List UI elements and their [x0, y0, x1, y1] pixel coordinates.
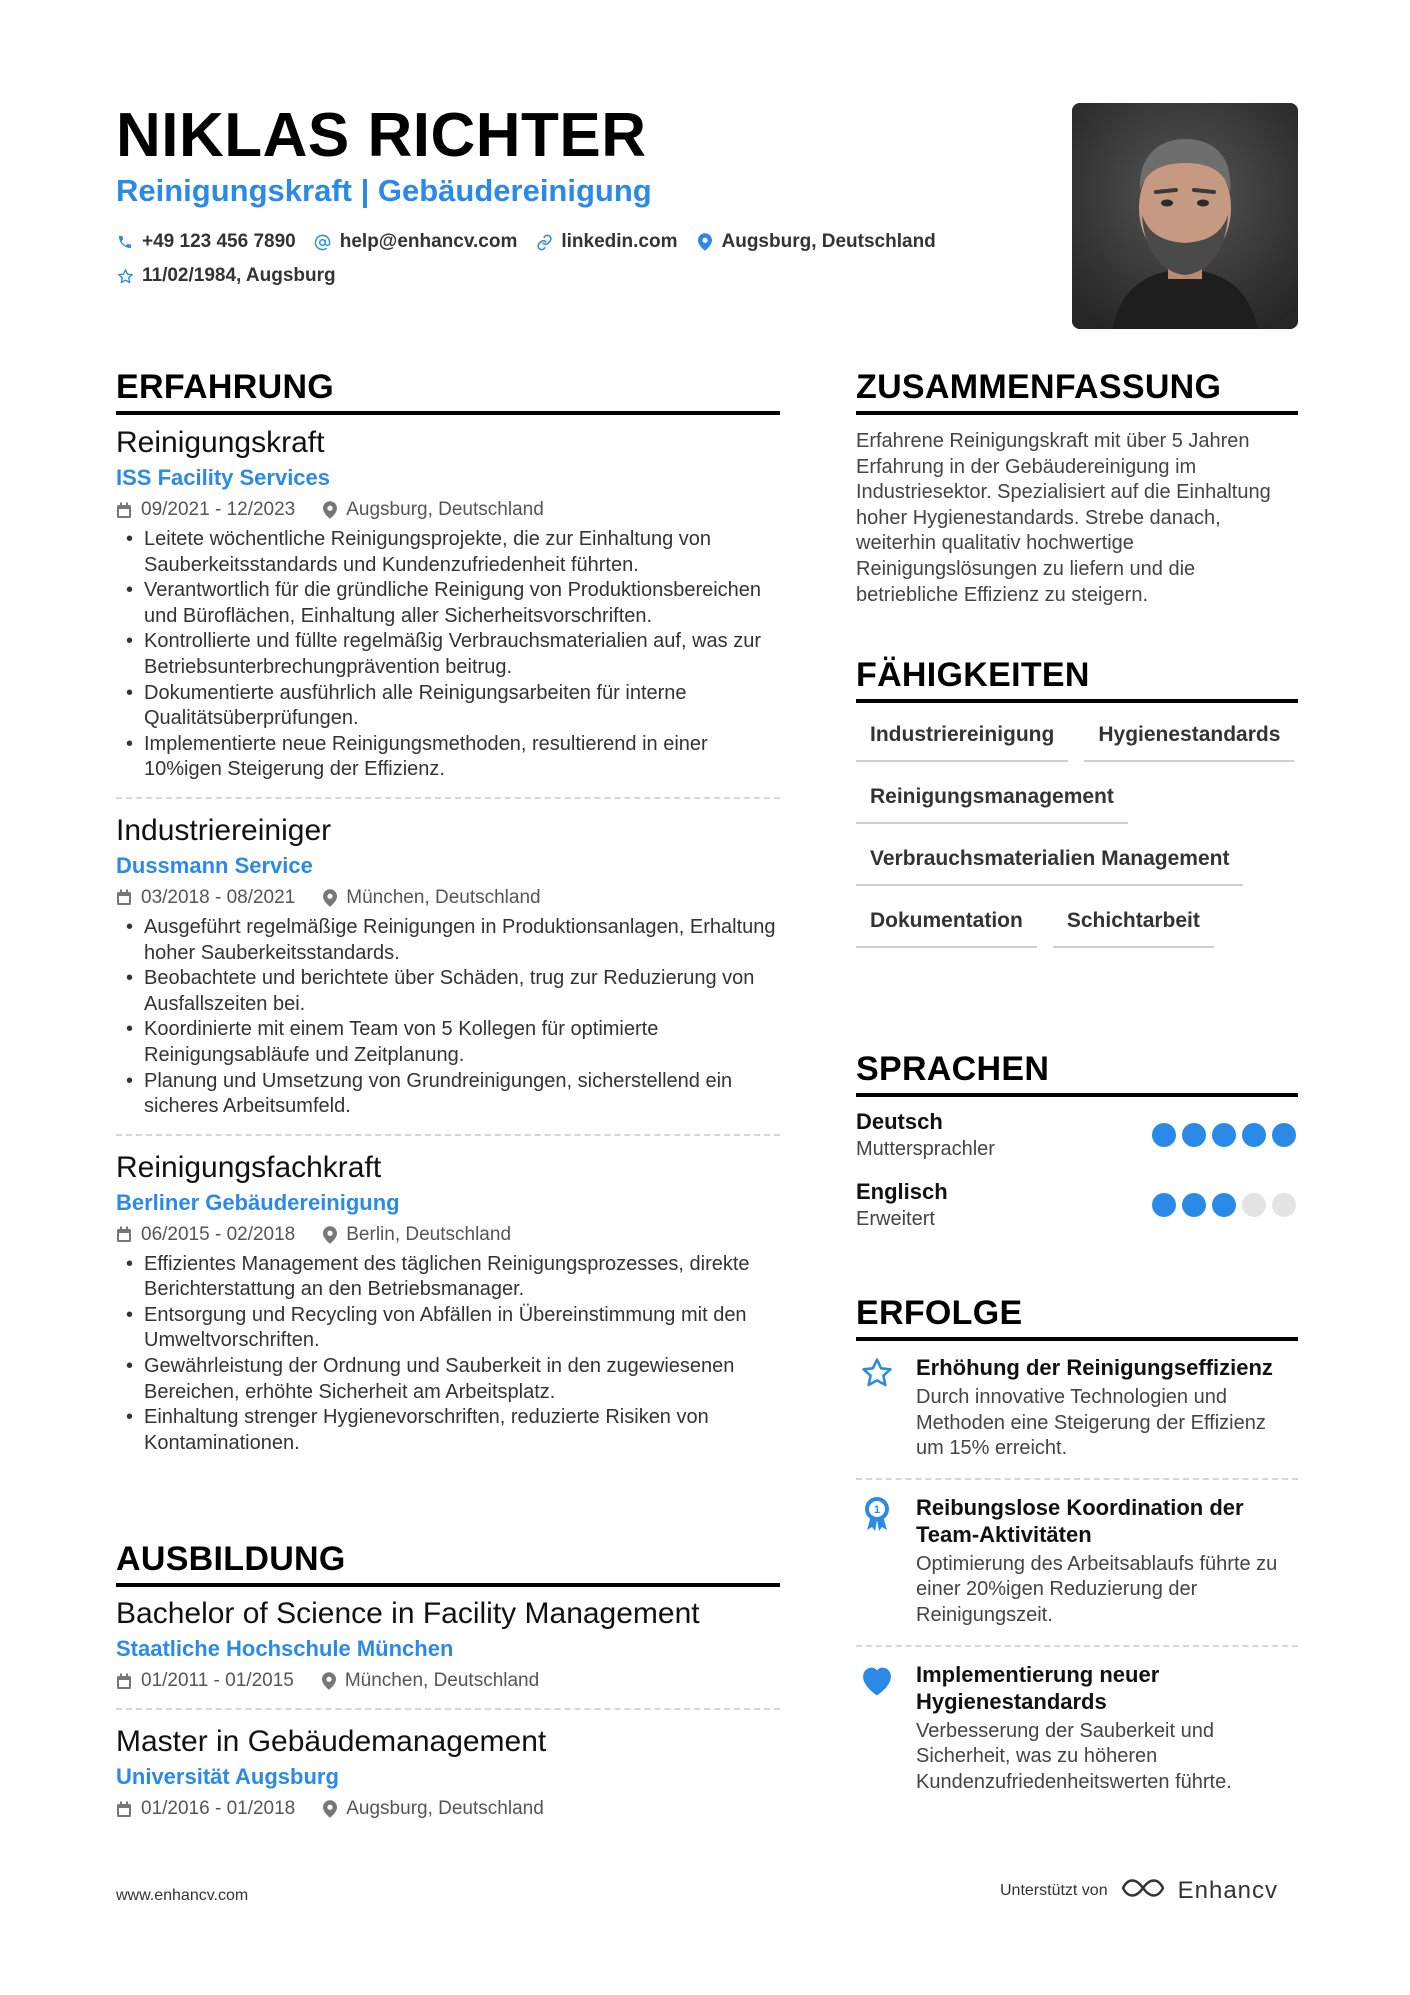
date-range-text: 09/2021 - 12/2023 [141, 499, 296, 520]
calendar-icon [116, 502, 132, 519]
phone-icon [116, 233, 134, 251]
skill-tag: Dokumentation [856, 900, 1037, 948]
experience-entry [116, 797, 780, 1134]
date-range-text: 03/2018 - 08/2021 [141, 886, 296, 908]
heart-icon [856, 1661, 898, 1796]
job-bullets [116, 1252, 780, 1457]
map-pin-icon [323, 889, 337, 907]
job-title: Reinigungskraft [116, 426, 325, 459]
job-meta [116, 1222, 780, 1248]
education-meta [116, 1668, 780, 1694]
phone-text: +49 123 456 7890 [142, 231, 296, 252]
map-pin-icon [323, 1226, 337, 1244]
contact-phone[interactable] [116, 229, 296, 255]
bullet-item: • Leitete wöchentliche Reinigungsprojekte, die zur Einhaltung von Sauberkeitsstandards und Kundenzufriedenheit führten. [116, 527, 780, 578]
contact-location [696, 229, 936, 255]
skills-list [856, 714, 1298, 948]
rating-dot-filled [1212, 1123, 1236, 1147]
job-location [323, 1222, 511, 1248]
job-bullets [116, 915, 780, 1120]
contact-linkedin[interactable] [535, 229, 677, 255]
language-entry [856, 1108, 1298, 1162]
bullet-item: • Einhaltung strenger Hygienevorschriften, reduzierte Risiken von Kontaminationen. [116, 1405, 780, 1456]
achievement-entry [856, 1478, 1298, 1645]
section-title-education: AUSBILDUNG [116, 1540, 346, 1578]
bullet-item: • Verantwortlich für die gründliche Reinigung von Produktionsbereichen und Büroflächen, Einhaltung aller Sicherheitsvorschriften. [116, 578, 780, 629]
section-title-achievements: ERFOLGE [856, 1294, 1023, 1332]
skill-tag: Verbrauchsmaterialien Management [856, 838, 1243, 886]
bullet-item: • Dokumentierte ausführlich alle Reinigungsarbeiten für interne Qualitätsüberprüfungen. [116, 681, 780, 732]
achievement-title: Erhöhung der Reinigungseffizienz [916, 1355, 1273, 1380]
company-name: Berliner Gebäudereinigung [116, 1189, 400, 1215]
education-dates [116, 1668, 294, 1694]
footer-website[interactable]: www.enhancv.com [116, 1887, 249, 1904]
job-title: Reinigungsfachkraft [116, 1150, 382, 1184]
rating-dot-filled [1182, 1193, 1206, 1217]
star-icon [856, 1354, 898, 1462]
map-pin-icon [322, 1672, 336, 1690]
bullet-item: • Kontrollierte und füllte regelmäßig Verbrauchsmaterialien auf, was zur Betriebsunterbrechungprävention beitrug. [116, 629, 780, 680]
experience-entry [116, 1134, 780, 1471]
experience-list [116, 425, 780, 1470]
date-range-text: 06/2015 - 02/2018 [141, 1223, 296, 1245]
language-entry [856, 1178, 1298, 1232]
skill-tag: Reinigungsmanagement [856, 776, 1128, 824]
footer-branding [1000, 1876, 1278, 1905]
achievements-list [856, 1340, 1298, 1811]
language-name: Englisch [856, 1179, 948, 1204]
school-name: Staatliche Hochschule München [116, 1636, 454, 1661]
achievement-title: Implementierung neuer Hygienestandards [916, 1661, 1160, 1714]
bullet-item: • Ausgeführt regelmäßige Reinigungen in Produktionsanlagen, Erhaltung hoher Sauberkeitsstandards. [116, 915, 780, 966]
education-list [116, 1596, 780, 1836]
location-text: Augsburg, Deutschland [346, 499, 544, 520]
section-title-skills: FÄHIGKEITEN [856, 656, 1090, 694]
rating-dot-filled [1152, 1193, 1176, 1217]
date-range-text: 01/2011 - 01/2015 [141, 1670, 294, 1691]
at-sign-icon [314, 233, 332, 251]
job-meta [116, 497, 780, 523]
award-ribbon-icon [856, 1494, 898, 1629]
skill-tag: Schichtarbeit [1053, 900, 1214, 948]
calendar-icon [116, 1801, 132, 1818]
rating-dot-filled [1152, 1123, 1176, 1147]
calendar-icon [116, 1673, 132, 1690]
language-level: Erweitert [856, 1208, 935, 1230]
education-dates [116, 1796, 295, 1822]
map-pin-icon [696, 233, 714, 251]
contact-birthdate [116, 263, 1016, 289]
profile-photo [1072, 103, 1298, 329]
achievement-entry [856, 1645, 1298, 1812]
company-name: Dussmann Service [116, 852, 313, 878]
job-dates [116, 1222, 295, 1248]
section-rule [116, 1583, 780, 1587]
degree-title: Bachelor of Science in Facility Management [116, 1597, 700, 1630]
language-rating [1152, 1193, 1296, 1217]
map-pin-icon [323, 1800, 337, 1818]
education-meta [116, 1796, 780, 1822]
candidate-name: NIKLAS RICHTER [116, 101, 647, 170]
svg-text:1: 1 [873, 1503, 881, 1516]
bullet-item: • Effizientes Management des täglichen Reinigungsprozesses, direkte Berichterstattung an den Betriebsmanager. [116, 1252, 780, 1303]
rating-dot-filled [1242, 1123, 1266, 1147]
achievement-entry [856, 1340, 1298, 1478]
brand-name: Enhancv [1177, 1876, 1279, 1904]
birthdate-text: 11/02/1984, Augsburg [142, 265, 336, 286]
job-bullets [116, 527, 780, 783]
rating-dot-empty [1272, 1193, 1296, 1217]
calendar-icon [116, 1226, 132, 1243]
language-name: Deutsch [856, 1109, 943, 1134]
contact-email[interactable] [314, 229, 518, 255]
email-text: help@enhancv.com [339, 231, 518, 252]
section-rule [856, 699, 1298, 703]
bullet-item: • Planung und Umsetzung von Grundreinigungen, sicherstellend ein sicheres Arbeitsumfeld. [116, 1069, 780, 1120]
star-outline-icon [116, 267, 134, 285]
location-text: Augsburg, Deutschland [346, 1798, 544, 1819]
job-dates [116, 885, 295, 911]
school-name: Universität Augsburg [116, 1764, 339, 1789]
section-rule [116, 411, 780, 415]
bullet-item: • Entsorgung und Recycling von Abfällen in Übereinstimmung mit den Umweltvorschriften. [116, 1303, 780, 1354]
location-text: München, Deutschland [344, 1670, 540, 1691]
section-title-experience: ERFAHRUNG [116, 368, 335, 406]
bullet-item: • Implementierte neue Reinigungsmethoden, resultierend in einer 10%igen Steigerung der Effizienz. [116, 732, 780, 783]
calendar-icon [116, 889, 132, 906]
education-location [322, 1668, 539, 1694]
linkedin-text: linkedin.com [561, 231, 678, 252]
achievement-title: Reibungslose Koordination der Team-Aktivitäten [916, 1494, 1244, 1547]
rating-dot-filled [1212, 1193, 1236, 1217]
section-title-languages: SPRACHEN [856, 1050, 1050, 1088]
education-location [323, 1796, 544, 1822]
company-name: ISS Facility Services [116, 465, 331, 490]
achievement-description: Verbesserung der Sauberkeit und Sicherheit, was zu höheren Kundenzufriedenheitswerten führte. [916, 1719, 1232, 1793]
section-rule [856, 1093, 1298, 1097]
bullet-item: • Beobachtete und berichtete über Schäden, trug zur Reduzierung von Ausfallszeiten bei. [116, 966, 780, 1017]
education-entry [116, 1596, 780, 1708]
achievement-description: Optimierung des Arbeitsablaufs führte zu einer 20%igen Reduzierung der Reinigungszeit. [916, 1552, 1278, 1626]
summary-text: Erfahrene Reinigungskraft mit über 5 Jahren Erfahrung in der Gebäudereinigung im Industriesektor. Spezialisiert auf die Einhaltung hoher Hygienestandards. Strebe danach, weiterhin qualitativ hochwertige Reinigungslösungen zu liefern und die betriebliche Effizienz zu steigern. [856, 430, 1271, 606]
job-meta [116, 885, 780, 911]
bullet-item: • Gewährleistung der Ordnung und Sauberkeit in den zugewiesenen Bereichen, erhöhte Sicherheit am Arbeitsplatz. [116, 1354, 780, 1405]
degree-title: Master in Gebäudemanagement [116, 1725, 547, 1758]
section-title-summary: ZUSAMMENFASSUNG [856, 368, 1222, 406]
skill-tag: Hygienestandards [1084, 714, 1294, 762]
language-level: Muttersprachler [856, 1138, 995, 1160]
link-icon [535, 233, 553, 251]
section-rule [856, 411, 1298, 415]
job-dates [116, 497, 295, 523]
job-location [323, 497, 544, 523]
enhancv-logo-icon [1120, 1876, 1166, 1905]
rating-dot-filled [1272, 1123, 1296, 1147]
skill-tag: Industriereinigung [856, 714, 1068, 762]
location-text: Berlin, Deutschland [346, 1223, 512, 1245]
education-entry [116, 1708, 780, 1836]
achievement-description: Durch innovative Technologien und Methoden eine Steigerung der Effizienz um 15% erreicht. [916, 1386, 1266, 1460]
job-location [323, 885, 540, 911]
candidate-headline: Reinigungskraft | Gebäudereinigung [116, 173, 652, 208]
date-range-text: 01/2016 - 01/2018 [141, 1798, 296, 1819]
language-rating [1152, 1123, 1296, 1147]
rating-dot-empty [1242, 1193, 1266, 1217]
job-title: Industriereiniger [116, 813, 332, 847]
location-text: München, Deutschland [346, 886, 541, 908]
contact-list [116, 229, 1016, 289]
rating-dot-filled [1182, 1123, 1206, 1147]
languages-list [856, 1108, 1298, 1248]
powered-by-text: Unterstützt von [1000, 1881, 1108, 1899]
experience-entry [116, 425, 780, 797]
bullet-item: • Koordinierte mit einem Team von 5 Kollegen für optimierte Reinigungsabläufe und Zeitplanung. [116, 1017, 780, 1068]
map-pin-icon [323, 501, 337, 519]
location-text: Augsburg, Deutschland [721, 231, 936, 252]
